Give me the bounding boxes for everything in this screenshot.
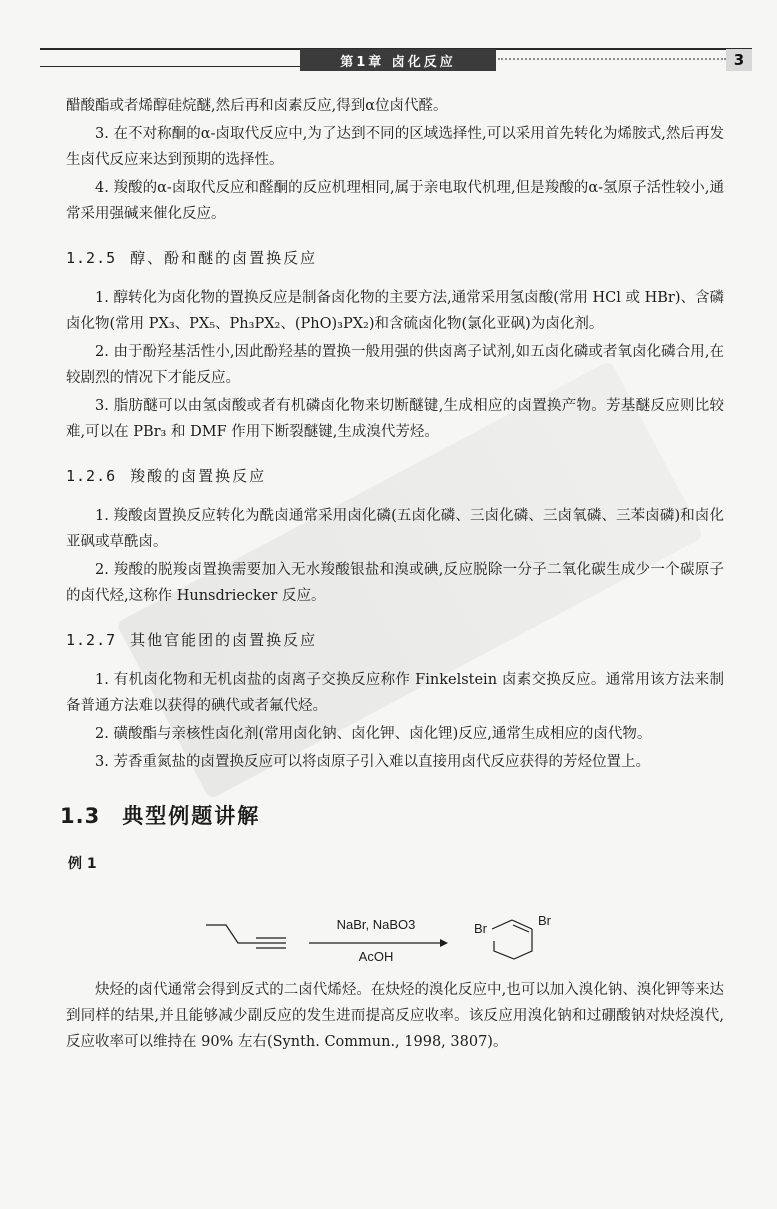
section-title: 典型例题讲解 [122,804,261,828]
page-body [60,93,724,1057]
product-bond-1 [492,920,512,929]
section-number: 1.2.7 [66,631,117,649]
section-title: 醇、酚和醚的卤置换反应 [130,249,318,267]
header-rule-bottom [40,66,300,67]
paragraph: 2. 磺酸酯与亲核性卤化剂(常用卤化钠、卤化钾、卤化锂)反应,通常生成相应的卤代物。 [95,726,652,742]
paragraph: 2. 由于酚羟基活性小,因此酚羟基的置换一般用强的供卤离子试剂,如五卤化磷或者氧卤化磷合用,在较剧烈的情况下才能反应。 [66,344,724,386]
section-number: 1.3 [60,804,101,828]
product-double-bond-a [512,920,532,929]
paragraph: 2. 羧酸的脱羧卤置换需要加入无水羧酸银盐和溴或碘,反应脱除一分子二氧化碳生成少一个碳原子的卤代烃,这称作 Hunsdriecker 反应。 [66,562,724,604]
reaction-diagram [176,885,616,977]
running-header [40,48,752,72]
section-title: 羧酸的卤置换反应 [130,467,267,485]
header-dotted-leader [498,58,726,60]
section-heading-1-3 [60,803,724,829]
section-heading-1-2-7 [66,627,724,653]
chapter-title: 第1章 卤化反应 [300,49,496,71]
paragraph: 3. 脂肪醚可以由氢卤酸或者有机磷卤化物来切断醚键,生成相应的卤置换产物。芳基醚反应则比较难,可以在 PBr₃ 和 DMF 作用下断裂醚键,生成溴代芳烃。 [66,398,724,440]
reaction-scheme [176,885,724,977]
paragraph: 4. 羧酸的α-卤取代反应和醛酮的反应机理相同,属于亲电取代机理,但是羧酸的α-氢原子活性较小,通常采用强碱来催化反应。 [66,180,724,222]
product-br-right: Br [538,913,551,928]
reactant-alkyl-chain [206,925,256,943]
product-alkyl-chain [494,929,532,959]
example-label: 例 1 [68,856,97,872]
paragraph: 3. 芳香重氮盐的卤置换反应可以将卤原子引入难以直接用卤代反应获得的芳烃位置上。 [95,754,650,770]
reagents-top: NaBr, NaBO3 [336,917,416,932]
section-number: 1.2.6 [66,467,117,485]
reaction-arrowhead [440,939,448,947]
paragraph: 3. 在不对称酮的α-卤取代反应中,为了达到不同的区域选择性,可以采用首先转化为烯胺式,然后再发生卤代反应来达到预期的选择性。 [66,126,724,168]
paragraph: 1. 有机卤化物和无机卤盐的卤离子交换反应称作 Finkelstein 卤素交换反应。通常用该方法来制备普通方法难以获得的碘代或者氟代烃。 [66,672,724,714]
page-number: 3 [726,49,752,71]
section-heading-1-2-5 [66,245,724,271]
paragraph: 炔烃的卤代通常会得到反式的二卤代烯烃。在炔烃的溴化反应中,也可以加入溴化钠、溴化钾等来达到同样的结果,并且能够减少副反应的发生进而提高反应收率。该反应用溴化钠和过硼酸钠对炔烃溴代,反应收率可以维持在 90% 左右(Synth. Commun., 1998, 3807)。 [66,982,724,1050]
paragraph: 1. 醇转化为卤化物的置换反应是制备卤化物的主要方法,通常采用氢卤酸(常用 HCl 或 HBr)、含磷卤化物(常用 PX₃、PX₅、Ph₃PX₂、(PhO)₃PX₂)和含硫卤化物(氯化亚砜)为卤化剂。 [66,290,724,332]
paragraph: 1. 羧酸卤置换反应转化为酰卤通常采用卤化磷(五卤化磷、三卤化磷、三卤氧磷、三苯卤磷)和卤化亚砜或草酰卤。 [66,508,724,550]
product-br-left: Br [474,921,487,936]
reagents-bottom: AcOH [358,949,394,964]
section-heading-1-2-6 [66,463,724,489]
section-number: 1.2.5 [66,249,117,267]
paragraph: 醋酸酯或者烯醇硅烷醚,然后再和卤素反应,得到α位卤代醛。 [66,98,448,114]
section-title: 其他官能团的卤置换反应 [130,631,318,649]
